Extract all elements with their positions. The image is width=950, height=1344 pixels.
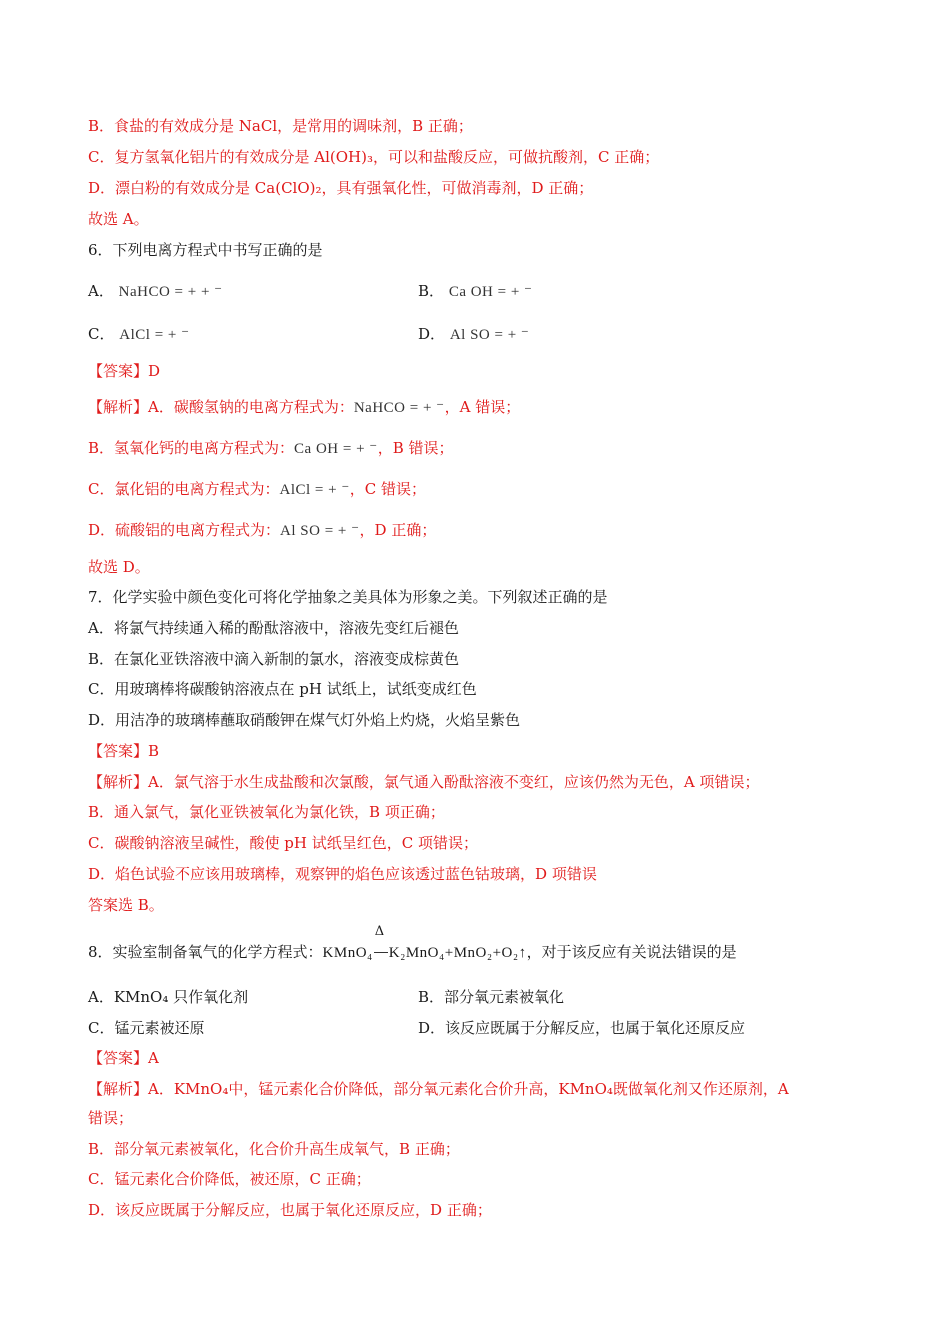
prev-conclusion: 故选 A。 (88, 210, 149, 228)
q6-explanation-d (88, 519, 436, 542)
q6-explanation-a-text: 【解析】A．碳酸氢钠的电离方程式为： (88, 398, 354, 416)
q6-explanation-b-text: B．氢氧化钙的电离方程式为： (88, 439, 295, 457)
q6-option-b-equation: Ca OH = + ⁻ (448, 284, 533, 300)
q6-option-d (418, 323, 529, 346)
q6-option-b (418, 280, 532, 303)
q8-explanation-a: 【解析】A．KMnO₄中，锰元素化合价降低，部分氧元素化合价升高，KMnO₄既做氧化剂又作还原剂，A (88, 1080, 789, 1098)
q6-option-d-equation: Al SO = + ⁻ (449, 327, 530, 343)
q8-products: K₂MnO₄+MnO₂+O₂↑ (388, 945, 527, 961)
q6-explanation-c-equation: AlCl = + ⁻ (279, 482, 350, 498)
q6-option-a (88, 280, 223, 303)
q7-explanation-a: 【解析】A．氯气溶于水生成盐酸和次氯酸，氯气通入酚酞溶液不变红，应该仍然为无色，A 项错误； (88, 773, 760, 791)
q8-heat-arrow (373, 924, 389, 963)
q8-reactant: KMnO₄ (322, 945, 373, 961)
q8-stem (88, 924, 737, 964)
q6-explanation-a-verdict: ，A 错误； (444, 398, 521, 416)
q7-explanation-b: B．通入氯气，氯化亚铁被氧化为氯化铁，B 项正确； (88, 803, 445, 821)
q6-explanation-b-equation: Ca OH = + ⁻ (294, 441, 378, 457)
q8-explanation-a-cont: 错误； (88, 1109, 134, 1127)
q8-delta-symbol: Δ (374, 924, 385, 939)
q6-explanation-b-verdict: ，B 错误； (377, 439, 454, 457)
prev-explanation-b: B．食盐的有效成分是 NaCl，是常用的调味剂，B 正确； (88, 117, 473, 135)
q6-explanation-a-equation: NaHCO = + ⁻ (353, 400, 445, 416)
q6-option-c (88, 323, 190, 346)
q6-explanation-d-text: D．硫酸铝的电离方程式为： (88, 521, 281, 539)
q7-option-d: D．用洁净的玻璃棒蘸取硝酸钾在煤气灯外焰上灼烧，火焰呈紫色 (88, 711, 521, 729)
q6-option-b-label: B． (418, 282, 445, 300)
q8-option-c: C．锰元素被还原 (88, 1019, 205, 1037)
q7-answer: 【答案】B (88, 742, 160, 760)
q8-explanation-b: B．部分氧元素被氧化，化合价升高生成氧气，B 正确； (88, 1140, 460, 1158)
q8-option-a: A．KMnO₄ 只作氧化剂 (88, 988, 249, 1006)
q6-option-a-equation: NaHCO = + + ⁻ (118, 284, 223, 300)
q7-explanation-c: C．碳酸钠溶液呈碱性，酸使 pH 试纸呈红色，C 项错误； (88, 834, 478, 852)
q8-equals-line (374, 952, 388, 953)
q7-stem: 7．化学实验中颜色变化可将化学抽象之美具体为形象之美。下列叙述正确的是 (88, 588, 608, 606)
q8-stem-suffix: ，对于该反应有关说法错误的是 (526, 943, 737, 961)
q6-option-a-label: A． (88, 282, 114, 300)
q6-explanation-c (88, 478, 426, 501)
q6-explanation-a (88, 396, 520, 419)
q6-conclusion: 故选 D。 (88, 558, 150, 576)
prev-explanation-c: C．复方氢氧化铝片的有效成分是 Al(OH)₃，可以和盐酸反应，可做抗酸剂，C 正确； (88, 148, 660, 166)
prev-explanation-d: D．漂白粉的有效成分是 Ca(ClO)₂，具有强氧化性，可做消毒剂，D 正确； (88, 179, 594, 197)
q7-option-a: A．将氯气持续通入稀的酚酞溶液中，溶液先变红后褪色 (88, 619, 459, 637)
q6-stem: 6．下列电离方程式中书写正确的是 (88, 241, 323, 259)
q8-explanation-c: C．锰元素化合价降低，被还原，C 正确； (88, 1170, 371, 1188)
q6-explanation-c-text: C．氯化铝的电离方程式为： (88, 480, 280, 498)
q8-answer: 【答案】A (88, 1049, 159, 1067)
q6-explanation-b (88, 437, 454, 460)
q6-explanation-c-verdict: ，C 错误； (349, 480, 426, 498)
q8-stem-prefix: 8．实验室制备氧气的化学方程式： (88, 943, 323, 961)
q6-option-c-label: C． (88, 325, 115, 343)
q6-option-d-label: D． (418, 325, 446, 343)
q8-option-b: B．部分氧元素被氧化 (418, 988, 565, 1006)
q8-option-d: D．该反应既属于分解反应，也属于氧化还原反应 (418, 1019, 746, 1037)
q6-answer: 【答案】D (88, 362, 161, 380)
q7-option-c: C．用玻璃棒将碳酸钠溶液点在 pH 试纸上，试纸变成红色 (88, 680, 477, 698)
q7-explanation-d: D．焰色试验不应该用玻璃棒，观察钾的焰色应该透过蓝色钴玻璃，D 项错误 (88, 865, 597, 883)
q6-explanation-d-equation: Al SO = + ⁻ (280, 523, 360, 539)
q7-conclusion: 答案选 B。 (88, 896, 164, 914)
q7-option-b: B．在氯化亚铁溶液中滴入新制的氯水，溶液变成棕黄色 (88, 650, 460, 668)
q8-explanation-d: D．该反应既属于分解反应，也属于氧化还原反应，D 正确； (88, 1201, 492, 1219)
q6-option-c-equation: AlCl = + ⁻ (119, 327, 190, 343)
q6-explanation-d-verdict: ，D 正确； (359, 521, 437, 539)
